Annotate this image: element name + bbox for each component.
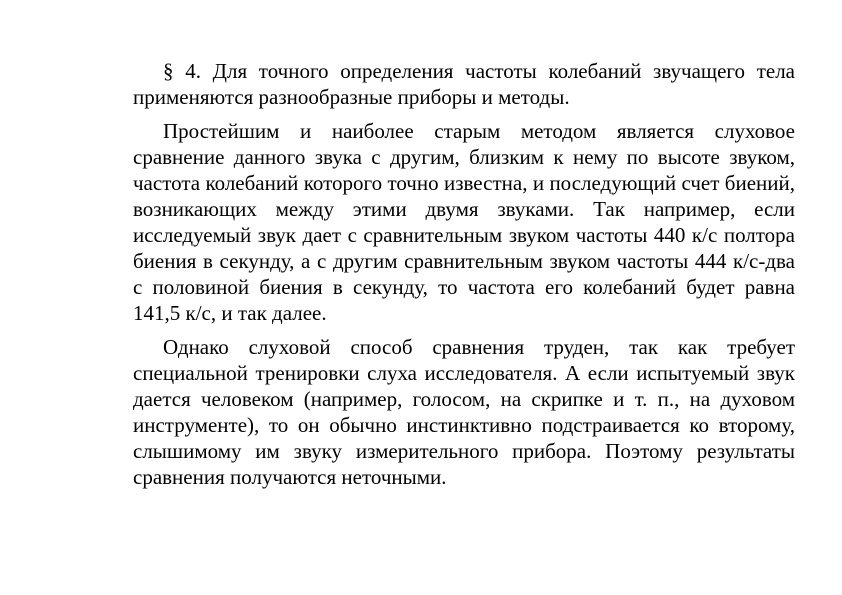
paragraph-method-limitations: Однако слуховой способ сравнения труден, так как требует специальной тренировки слуха исследователя. А если испытуемый звук дается человеком (например, голосом, на скрипке и т. п., на духовом инструменте), то он обычно инстинктивно подстраивается ко второму, слышимому им звуку измерительного прибора. Поэтому результаты сравнения получаются неточными. — [133, 335, 795, 489]
paragraph-section-4-intro: § 4. Для точного определения частоты колебаний звучащего тела применяются разнообразные приборы и методы. — [133, 59, 795, 109]
document-body — [133, 58, 795, 498]
paragraph-auditory-comparison-method: Простейшим и наиболее старым методом является слуховое сравнение данного звука с другим, близким к нему по высоте звуком, частота колебаний которого точно известна, и последующий счет биений, возникающих между этими двумя звуками. Так например, если исследуемый звук дает с сравнительным звуком частоты 440 к/с полтора биения в секунду, а с другим сравнительным звуком частоты 444 к/с-два с половиной биения в секунду, то частота его колебаний будет равна 141,5 к/с, и так далее. — [133, 119, 795, 325]
